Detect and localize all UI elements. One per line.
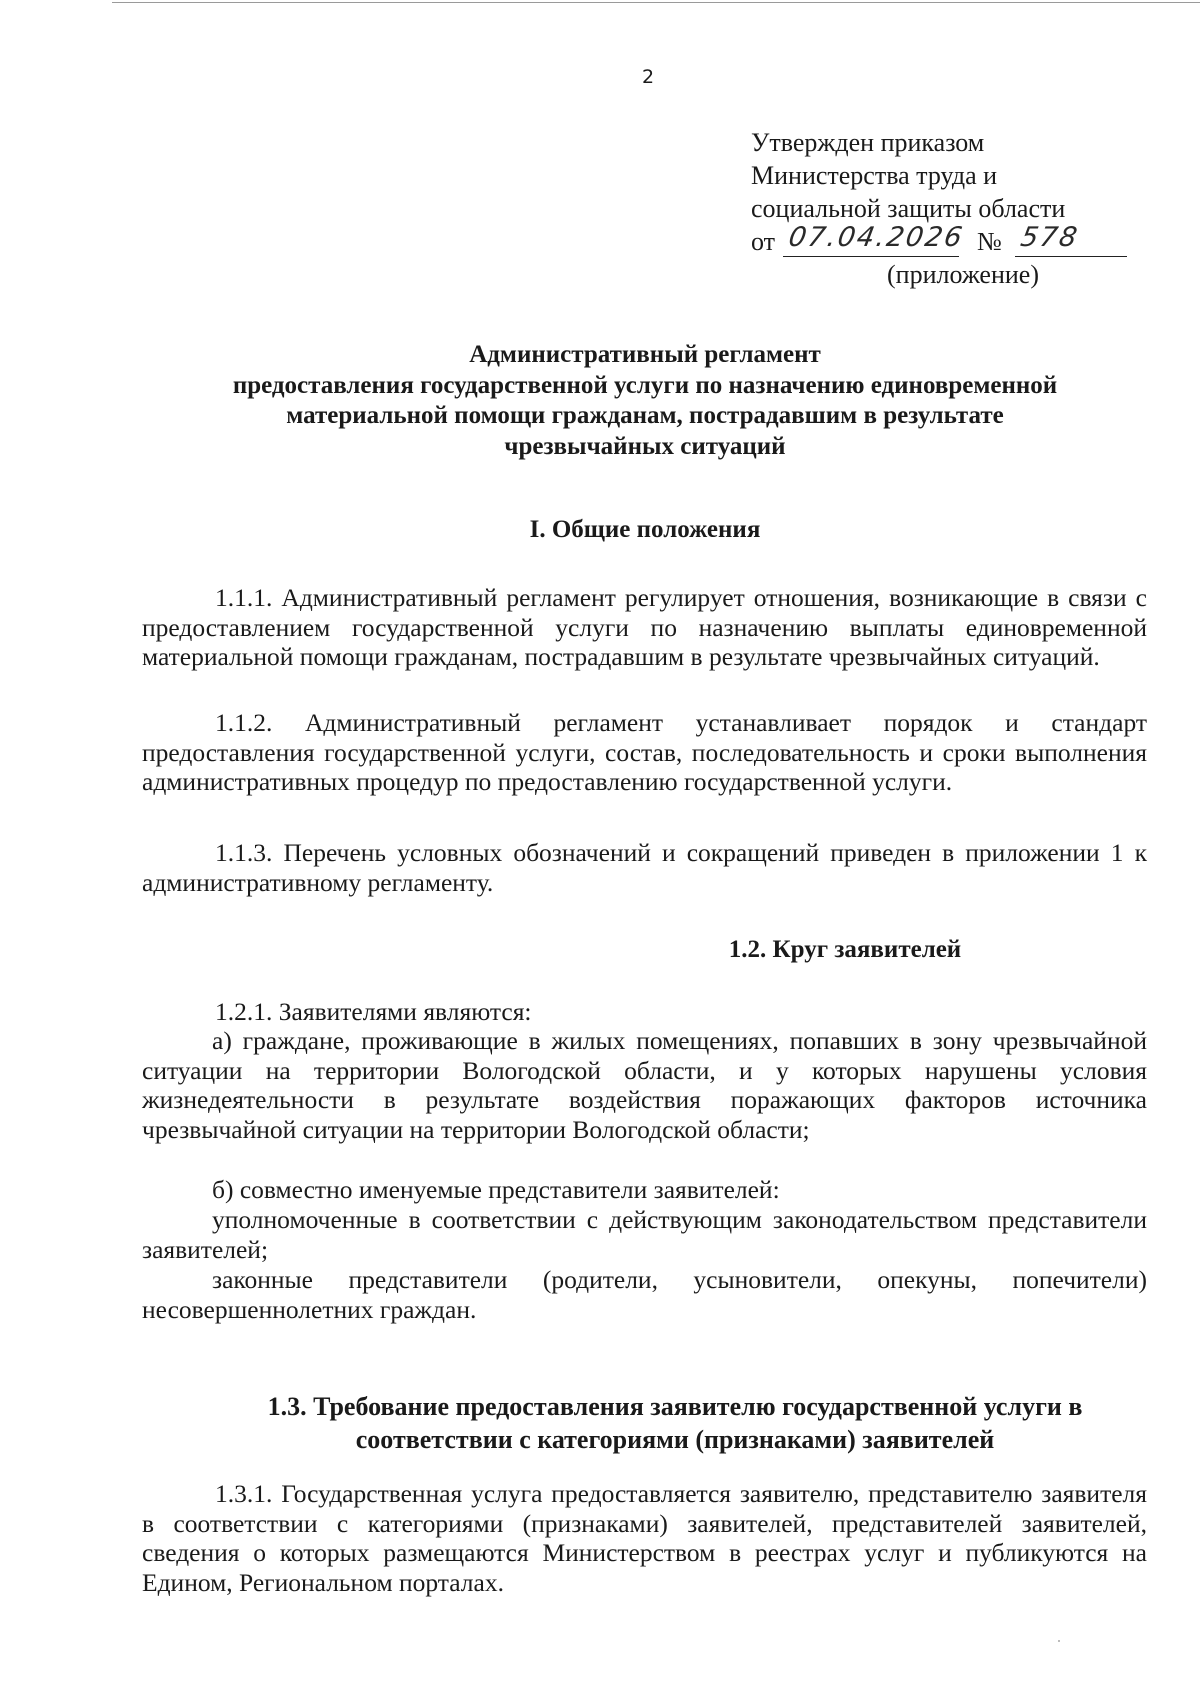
- section-heading-general: I. Общие положения: [529, 516, 761, 543]
- title-line-2: предоставления государственной услуги по назначению единовременной: [232, 371, 1058, 399]
- paragraph-1-1-3: 1.1.3. Перечень условных обозначений и сокращений приведен в приложении 1 к административному регламенту.: [142, 838, 1147, 897]
- order-date-number-line: [751, 222, 1131, 258]
- scan-top-edge: [112, 2, 1200, 3]
- order-date-field: [783, 222, 967, 257]
- approval-stamp-block: [751, 126, 1131, 291]
- section-heading-requirements: 1.3. Требование предоставления заявителю государственной услуги в соответствии с категориями (признаками) заявителей: [267, 1392, 1083, 1454]
- handwritten-number: 578: [1018, 222, 1082, 253]
- list-item-a: а) граждане, проживающие в жилых помещениях, попавших в зону чрезвычайной ситуации на территории Вологодской области, и у которых нарушены условия жизнедеятельности в результате воздействия поражающих факторов источника чрезвычайной ситуации на территории Вологодской области;: [142, 1026, 1147, 1145]
- page-number: 2: [642, 66, 655, 88]
- list-item-b-authorized: уполномоченные в соответствии с действующим законодательством представители заявителей;: [142, 1205, 1147, 1264]
- list-item-b-legal: законные представители (родители, усыновители, опекуны, попечители) несовершеннолетних граждан.: [142, 1265, 1147, 1324]
- approval-line-2: Министерства труда и: [751, 161, 998, 190]
- order-number-field: [1015, 222, 1127, 257]
- number-prefix: №: [977, 227, 1002, 256]
- section-heading-applicants: 1.2. Круг заявителей: [728, 936, 962, 963]
- title-line-4: чрезвычайных ситуаций: [504, 432, 786, 460]
- scan-speck: [1058, 1640, 1060, 1642]
- paragraph-1-3-1: 1.3.1. Государственная услуга предоставляется заявителю, представителю заявителя в соответствии с категориями (признаками) заявителей, представителей заявителей, сведения о которых размещаются Министерством в реестрах услуг и публикуются на Едином, Региональном порталах.: [142, 1479, 1147, 1598]
- paragraph-1-1-2: 1.1.2. Административный регламент устанавливает порядок и стандарт предоставления государственной услуги, состав, последовательность и сроки выполнения административных процедур по предоставлению государственной услуги.: [142, 708, 1147, 797]
- title-line-3: материальной помощи гражданам, пострадавшим в результате: [286, 402, 1004, 429]
- appendix-note: (приложение): [887, 260, 1040, 289]
- list-item-b: б) совместно именуемые представители заявителей:: [212, 1175, 780, 1204]
- document-title: [140, 340, 1150, 462]
- title-line-1: Административный регламент: [469, 341, 821, 368]
- paragraph-1-1-1: 1.1.1. Административный регламент регулирует отношения, возникающие в связи с предоставлением государственной услуги по назначению выплаты единовременной материальной помощи гражданам, пострадавшим в результате чрезвычайных ситуаций.: [142, 583, 1147, 672]
- approval-line-1: Утвержден приказом: [751, 128, 985, 157]
- handwritten-date: 07.04.2026: [786, 222, 967, 253]
- approval-line-3: социальной защиты области: [751, 194, 1066, 223]
- paragraph-1-2-1: 1.2.1. Заявителями являются:: [215, 997, 532, 1026]
- date-prefix: от: [751, 227, 776, 256]
